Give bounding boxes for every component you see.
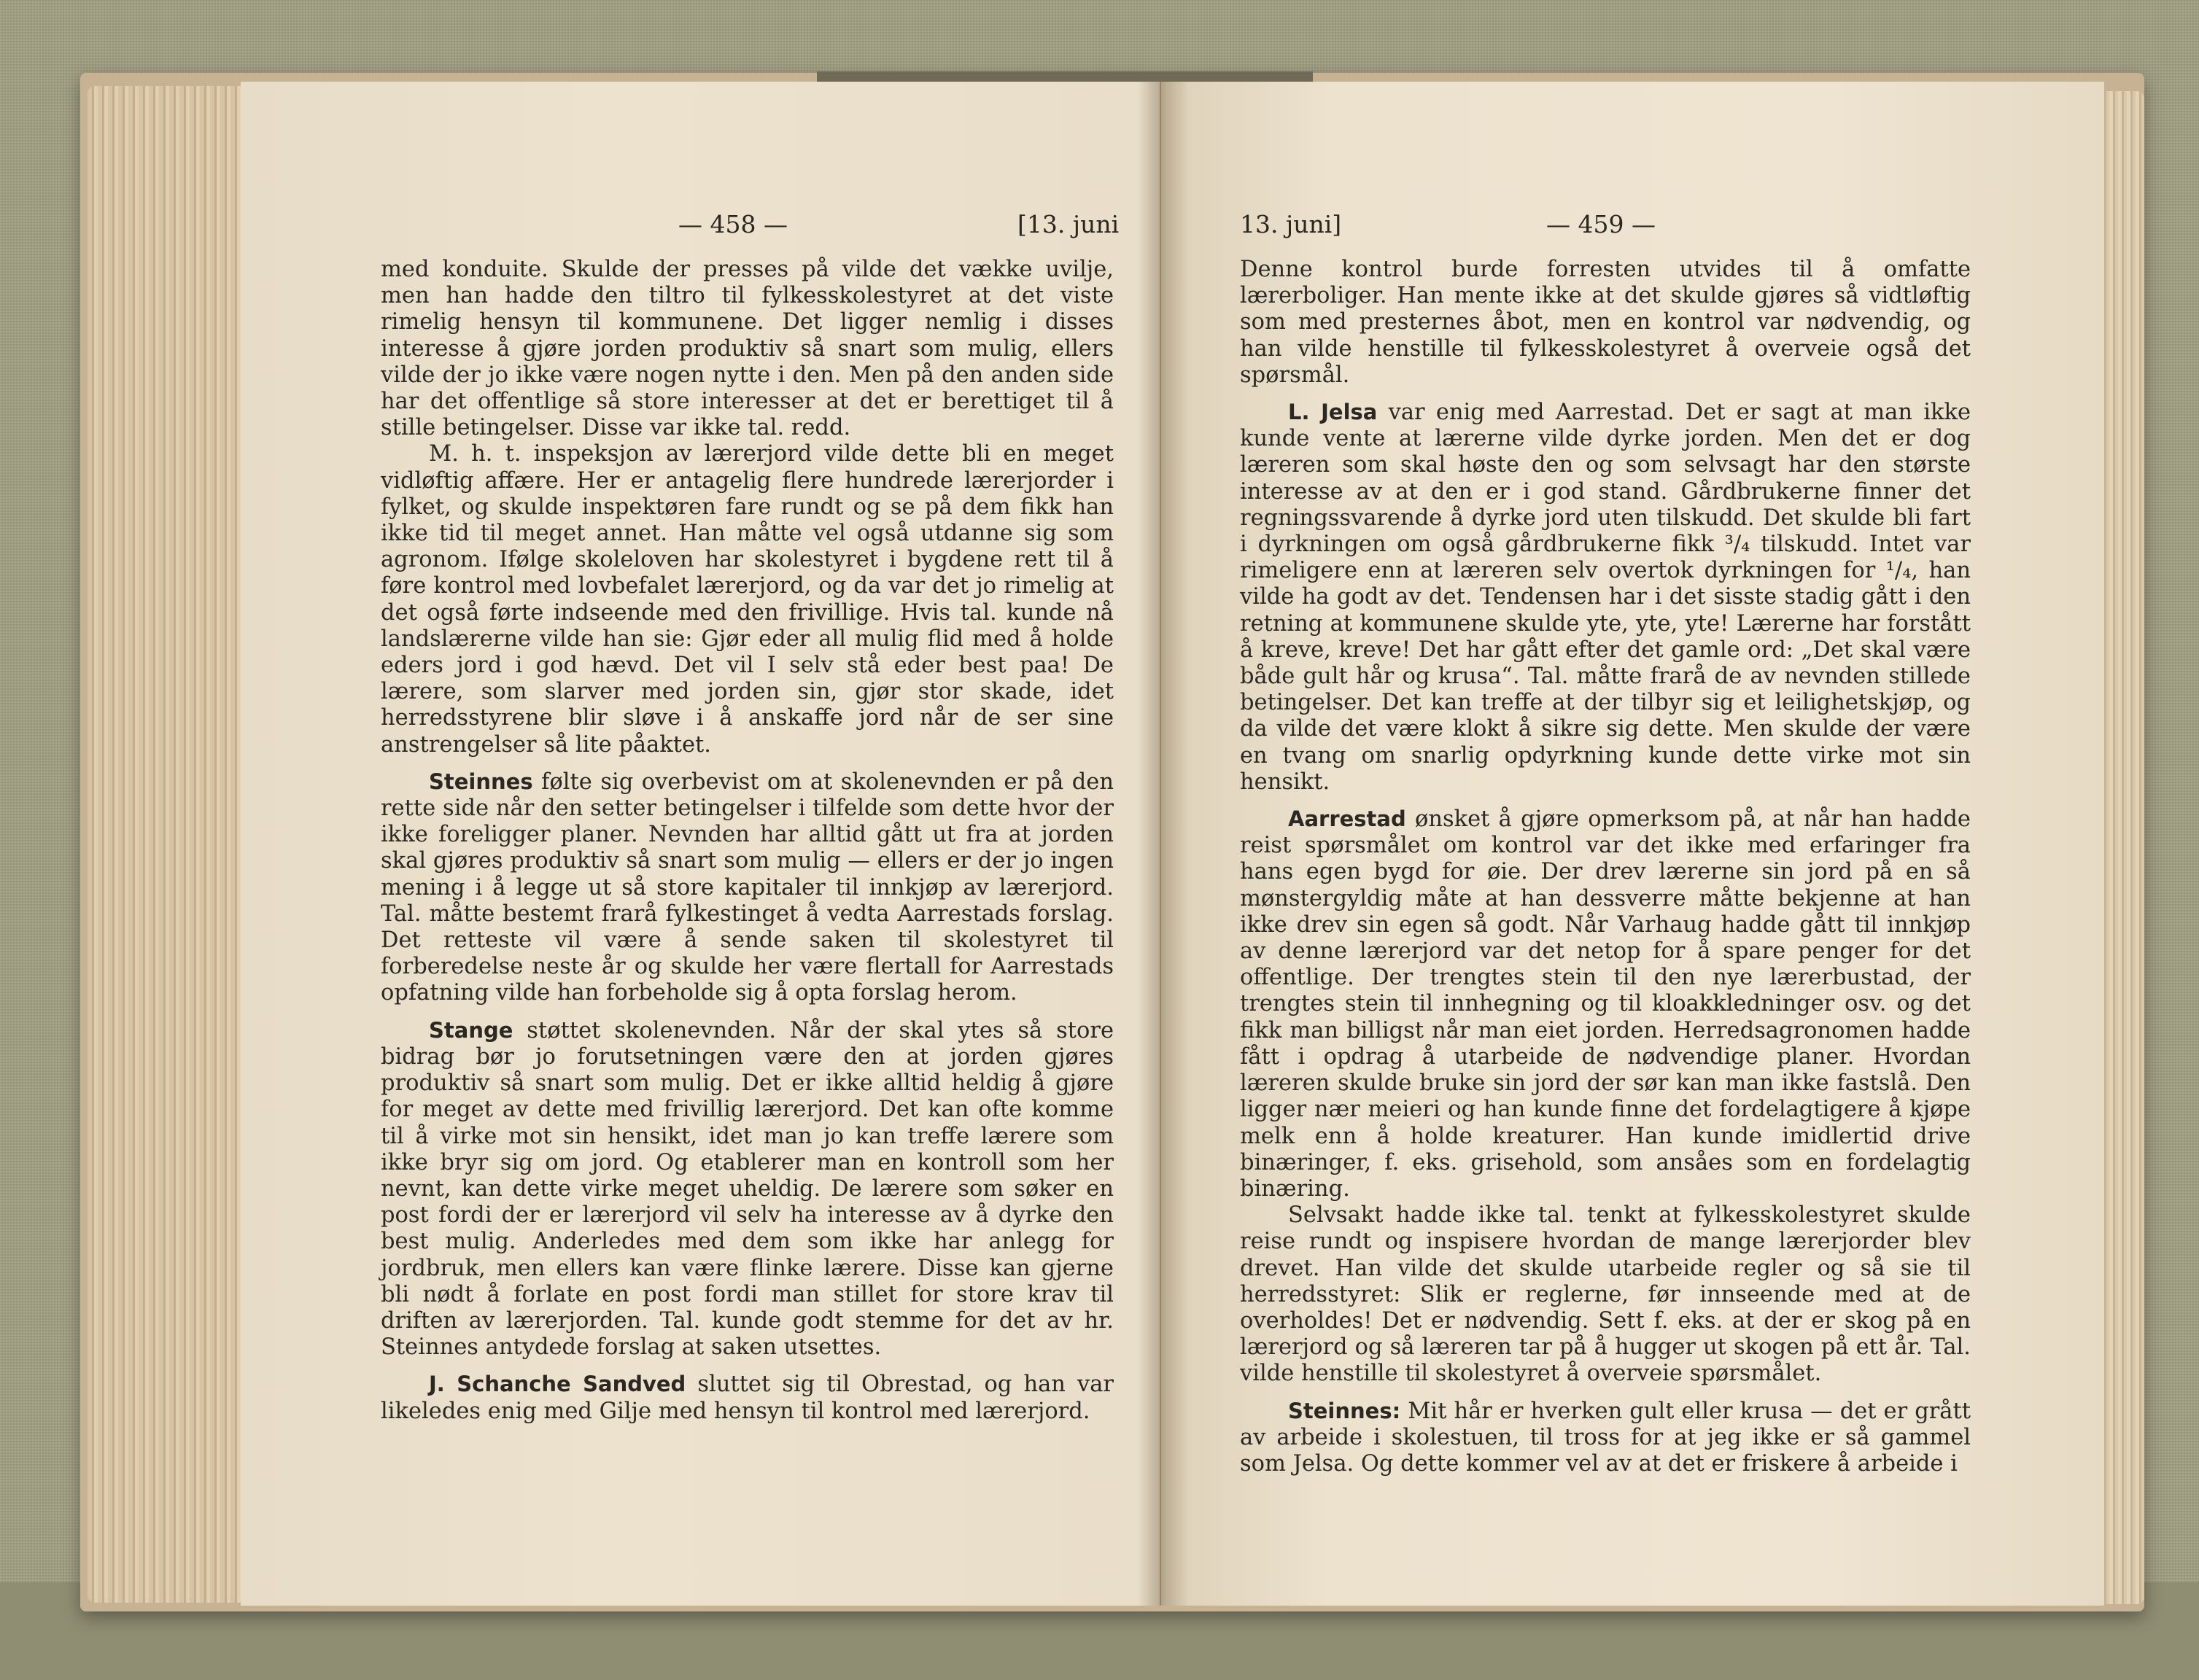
paragraph: Steinnes: Mit hår er hverken gult eller krusa — det er grått av arbeide i skolestuen, til tross for at jeg ikke er så gammel som Jelsa. Og dette kommer vel av at det er friskere å arbeide i — [1240, 1398, 1971, 1477]
right-page-body — [1240, 257, 1971, 1477]
speaker-name: Aarrestad — [1288, 806, 1406, 832]
paragraph: L. Jelsa var enig med Aarrestad. Det er sagt at man ikke kunde vente at lærerne vilde dyrke jorden. Men det er dog læreren som skal høste den og som selvsagt har den største interesse av at den er i god stand. Gårdbrukerne finner det regningssvarende å dyrke jord uten tilskudd. Det skulde bli fart i dyrkningen om også gårdbrukerne fikk ³/₄ tilskudd. Intet var rimeligere enn at læreren selv overtok dyrkningen for ¹/₄, han vilde ha godt av det. Tendensen har i det sisste stadig gått i den retning at kommunene skulde yte, yte, yte! Lærerne har forstått å kreve, kreve! Det har gått efter det gamle ord: „Det skal være både gult hår og krusa“. Tal. måtte frarå de av nevnden stillede betingelser. Det kan treffe at der tilbyr sig et leilighetskjøp, og da vilde det være klokt å sikre sig dette. Men skulde der være en tvang om snarlig opdyrkning kunde dette virke mot sin hensikt. — [1240, 400, 1971, 795]
speaker-name: Steinnes: — [1288, 1398, 1401, 1423]
page-gutter — [1138, 82, 1189, 1606]
paragraph: Denne kontrol burde forresten utvides til å omfatte lærerboliger. Han mente ikke at det skulde gjøres så vidtløftig som med presternes åbot, men en kontrol var nødvendig, og han vilde henstille til fylkesskolestyret å overveie også det spørsmål. — [1240, 257, 1971, 388]
speaker-name: L. Jelsa — [1288, 400, 1378, 425]
paragraph: Stange støttet skolenevnden. Når der skal ytes så store bidrag bør jo forutsetningen være den at jorden gjøres produktiv så snart som mulig. Det er ikke alltid heldig å gjøre for meget av dette med frivillig lærerjord. Det kan ofte komme til å virke mot sin hensikt, idet man jo kan treffe lærere som ikke bryr sig om jord. Og etablerer man en kontroll som her nevnt, kan dette virke meget uheldig. De lærere som søker en post fordi der er lærerjord vil selv ha interesse av å dyrke den best mulig. Anderledes med dem som ikke har anlegg for jordbruk, men ellers kan være flinke lærere. Disse kan gjerne bli nødt å forlate en post fordi man stillet for store krav til driften av lærerjorden. Tal. kunde godt stemme for det av hr. Steinnes antydede forslag at saken utsettes. — [381, 1017, 1114, 1361]
left-page-body — [381, 257, 1114, 1425]
left-page-number: — 458 — — [678, 210, 788, 238]
left-page-stack — [88, 86, 255, 1603]
paragraph: med konduite. Skulde der presses på vilde det vække uvilje, men han hadde den tiltro til fylkesskolestyret at det viste rimelig hensyn til kommunene. Det ligger nemlig i disses interesse å gjøre jorden produktiv så snart som mulig, ellers vilde der jo ikke være nogen nytte i den. Men på den anden side har det offentlige så store interesser at det er berettiget til å stille betingelser. Disse var ikke tal. redd. — [381, 257, 1114, 441]
paragraph: Aarrestad ønsket å gjøre opmerksom på, at når han hadde reist spørsmålet om kontrol var det ikke med erfaringer fra hans egen bygd for øie. Der drev lærerne sin jord på en så mønstergyldig måte at han dessverre måtte bekjenne at han ikke drev sin egen så godt. Når Varhaug hadde gått til innkjøp av denne lærerjord var det netop for å spare penger for det offentlige. Der trengtes stein til den nye lærerbustad, der trengtes stein til innhegning og til kloakkledninger osv. og det fikk man billigst når man eiet jorden. Herredsagronomen hadde fått i opdrag å utarbeide de nødvendige planer. Hvordan læreren skulde bruke sin jord der sør kan man ikke fastslå. Den ligger nær meieri og han kunde finne det fordelagtigere å kjøpe melk enn å holde kreaturer. Han kunde imidlertid drive binæringer, f. eks. grisehold, som ansåes som en fordelagtig binæring. — [1240, 806, 1971, 1202]
paragraph: M. h. t. inspeksjon av lærerjord vilde dette bli en meget vidløftig affære. Her er antagelig flere hundrede lærerjorder i fylket, og skulde inspektøren fare rundt og se på dem fikk han ikke tid til meget annet. Han måtte vel også utdanne sig som agronom. Ifølge skoleloven har skolestyret i bygdene rett til å føre kontrol med lovbefalet lærerjord, og da var det jo rimelig at det også førte indseende med den frivillige. Hvis tal. kunde nå landslærerne vilde han sie: Gjør eder all mulig flid med å holde eders jord i god hævd. Det vil I selv stå eder best paa! De lærere, som slarver med jorden sin, gjør stor skade, idet herredsstyrene blir sløve i å anskaffe jord når de ser sine anstrengelser så lite påaktet. — [381, 441, 1114, 758]
speaker-name: Steinnes — [429, 769, 533, 794]
paragraph: Steinnes følte sig overbevist om at skolenevnden er på den rette side når den setter betingelser i tilfelde som dette hvor der ikke foreligger planer. Nevnden har alltid gått ut fra at jorden skal gjøres produktiv så snart som mulig — ellers er der jo ingen mening i å legge ut så store kapitaler til innkjøp av lærerjord. Tal. måtte bestemt frarå fylkestinget å vedta Aarrestads forslag. Det retteste vil være å sende saken til skolestyret til forberedelse neste år og skulde her være flertall for Aarrestads opfatning vilde han forbeholde sig å opta forslag herom. — [381, 769, 1114, 1006]
paragraph: Selvsakt hadde ikke tal. tenkt at fylkesskolestyret skulde reise rundt og inspisere hvordan de mange lærerjorder blev drevet. Han vilde det skulde utarbeide regler og så sie til herredsstyret: Slik er reglerne, før innseende med at de overholdes! Det er nødvendig. Sett f. eks. at der er skog på en lærerjord og så læreren tar på å hugger ut skogen på ett år. Tal. vilde henstille til skolestyret å overveie spørsmålet. — [1240, 1202, 1971, 1387]
left-page-date: [13. juni — [1017, 210, 1120, 238]
right-page-stack — [2101, 91, 2144, 1604]
right-page-date: 13. juni] — [1240, 210, 1342, 238]
paragraph: J. Schanche Sandved sluttet sig til Obrestad, og han var likeledes enig med Gilje med hensyn til kontrol med lærerjord. — [381, 1372, 1114, 1424]
speaker-name: Stange — [429, 1017, 513, 1043]
speaker-name: J. Schanche Sandved — [429, 1372, 686, 1397]
right-page-number: — 459 — — [1546, 210, 1656, 238]
